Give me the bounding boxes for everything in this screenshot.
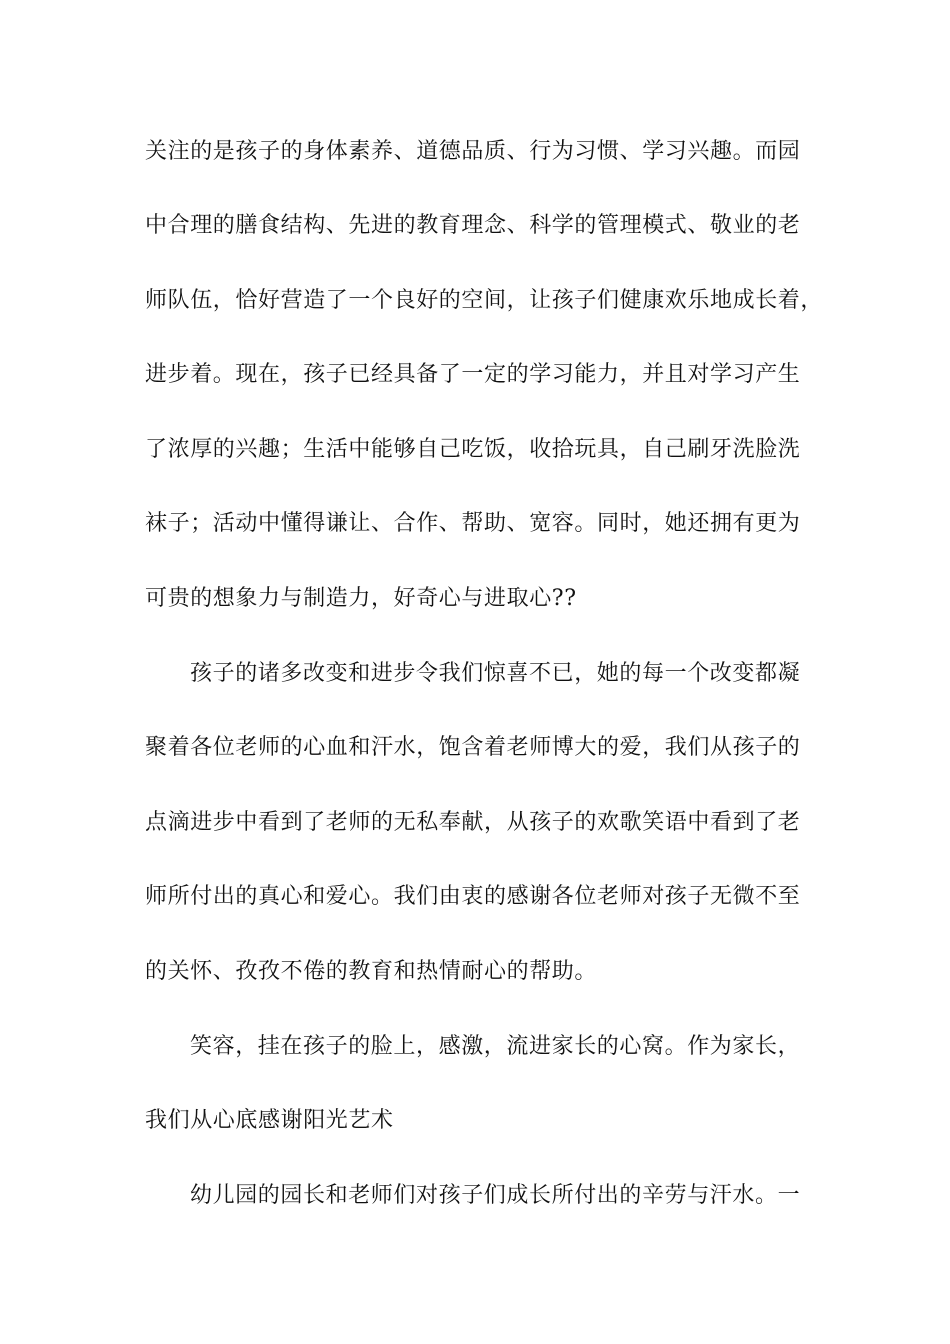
text-line: 进步着。现在，孩子已经具备了一定的学习能力，并且对学习产生 xyxy=(145,362,801,387)
text-line: 可贵的想象力与制造力，好奇心与进取心?? xyxy=(145,586,577,611)
text-line: 中合理的膳食结构、先进的教育理念、科学的管理模式、敬业的老 xyxy=(145,213,801,238)
text-line: 关注的是孩子的身体素养、道德品质、行为习惯、学习兴趣。而园 xyxy=(145,139,801,164)
paragraph-first-line: 笑容，挂在孩子的脸上，感激，流进家长的心窝。作为家长， xyxy=(190,1034,801,1059)
text-line: 聚着各位老师的心血和汗水，饱含着老师博大的爱，我们从孩子的 xyxy=(145,735,801,760)
paragraph-first-line: 幼儿园的园长和老师们对孩子们成长所付出的辛劳与汗水。一 xyxy=(190,1183,801,1208)
paragraph-first-line: 孩子的诸多改变和进步令我们惊喜不已，她的每一个改变都凝 xyxy=(190,661,801,686)
text-line: 师所付出的真心和爱心。我们由衷的感谢各位老师对孩子无微不至 xyxy=(145,884,801,909)
text-line: 的关怀、孜孜不倦的教育和热情耐心的帮助。 xyxy=(145,959,598,984)
text-line: 我们从心底感谢阳光艺术 xyxy=(145,1108,394,1133)
text-line: 点滴进步中看到了老师的无私奉献，从孩子的欢歌笑语中看到了老 xyxy=(145,810,801,835)
text-line: 师队伍，恰好营造了一个良好的空间，让孩子们健康欢乐地成长着， xyxy=(145,288,824,313)
text-line: 袜子；活动中懂得谦让、合作、帮助、宽容。同时，她还拥有更为 xyxy=(145,511,801,536)
text-line: 了浓厚的兴趣；生活中能够自己吃饭，收拾玩具，自己刷牙洗脸洗 xyxy=(145,437,801,462)
